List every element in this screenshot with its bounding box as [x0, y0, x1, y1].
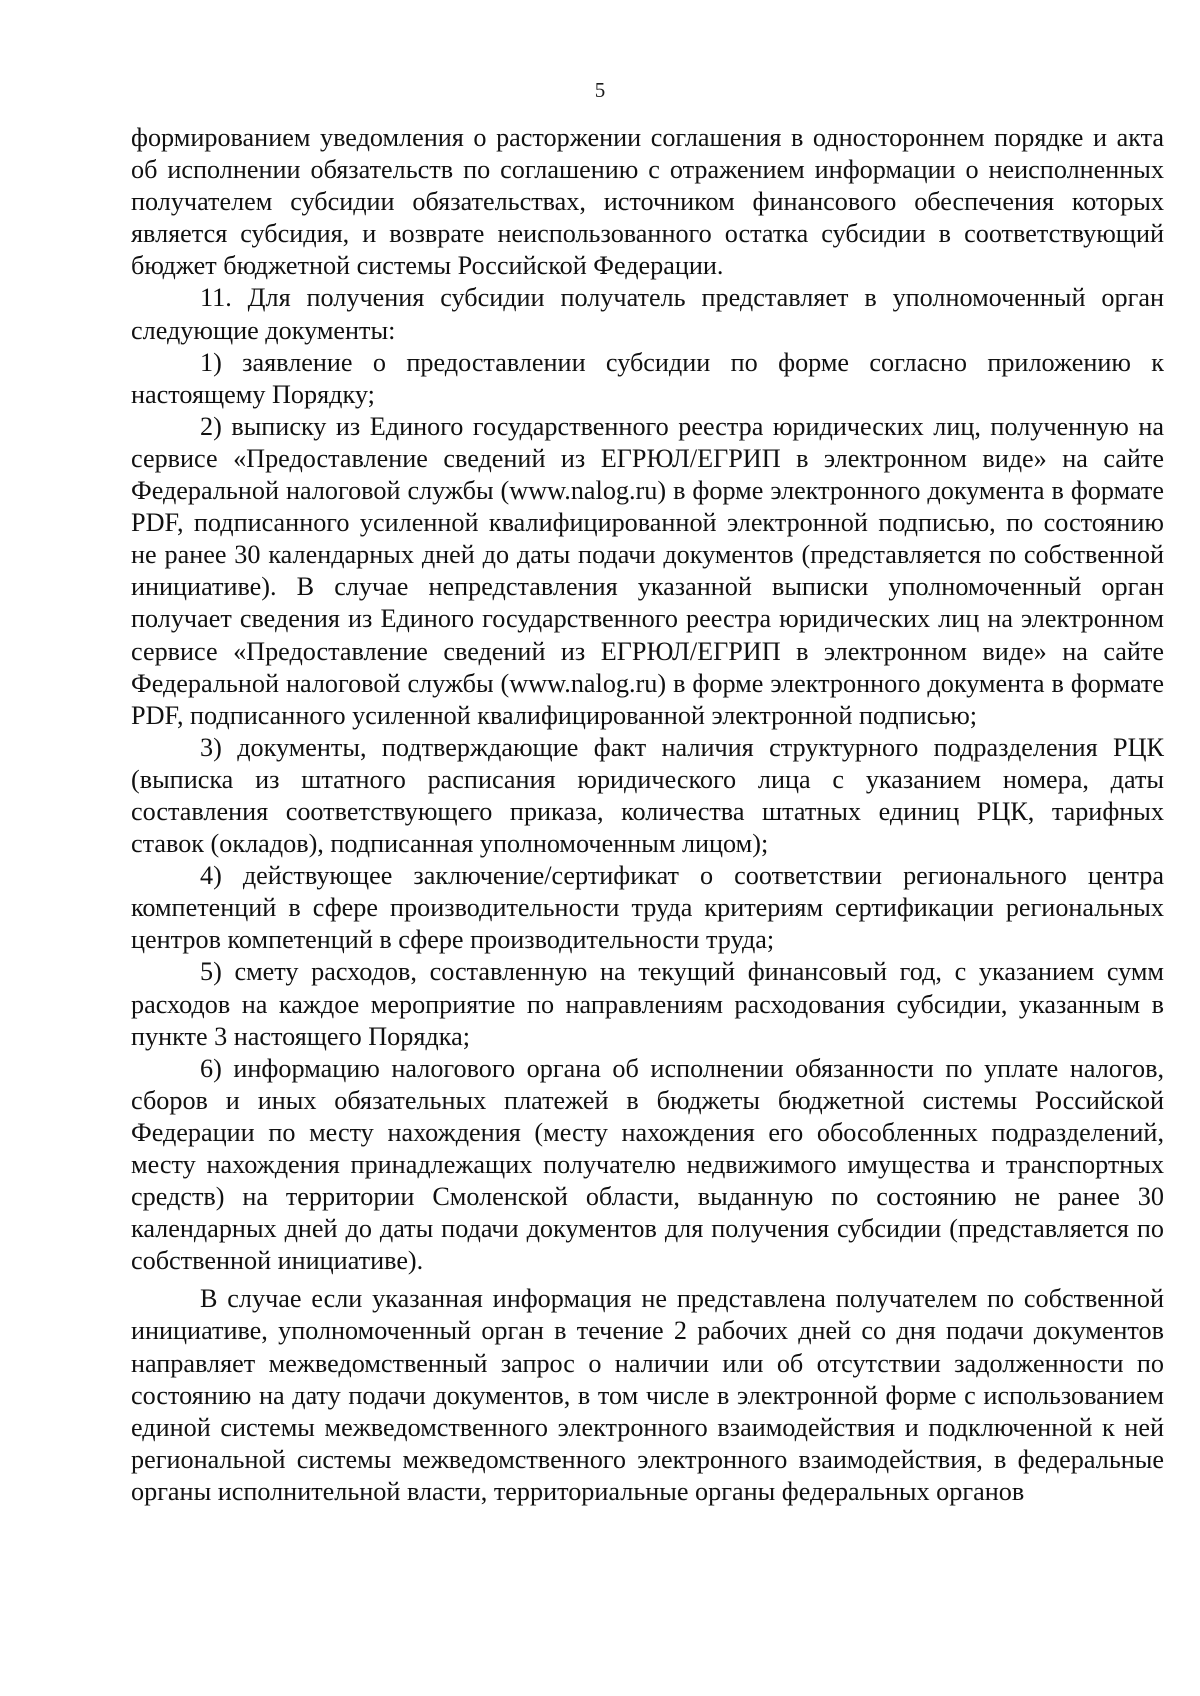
document-body [131, 122, 1164, 1508]
paragraph-subitem-3: 3) документы, подтверждающие факт наличия структурного подразделения РЦК (выписка из штатного расписания юридического лица с указанием номера, даты составления соответствующего приказа, количества штатных единиц РЦК, тарифных ставок (окладов), подписанная уполномоченным лицом); [131, 732, 1164, 859]
paragraph-interagency-request: В случае если указанная информация не представлена получателем по собственной инициативе, уполномоченный орган в течение 2 рабочих дней со дня подачи документов направляет межведомственный запрос о наличии или об отсутствии задолженности по состоянию на дату подачи документов, в том числе в электронной форме с использованием единой системы межведомственного электронного взаимодействия и подключенной к ней региональной системы межведомственного электронного взаимодействия, в федеральные органы исполнительной власти, территориальные органы федеральных органов [131, 1284, 1164, 1506]
paragraph-termination-notice: формированием уведомления о расторжении соглашения в одностороннем порядке и акта об исполнении обязательств по соглашению с отражением информации о неисполненных получателем субсидии обязательствах, источником финансового обеспечения которых является субсидия, и возврате неиспользованного остатка субсидии в соответствующий бюджет бюджетной системы Российской Федерации. [131, 123, 1164, 281]
paragraph-subitem-1: 1) заявление о предоставлении субсидии по форме согласно приложению к настоящему Порядку; [131, 347, 1164, 409]
page-number: 5 [594, 78, 606, 102]
paragraph-subitem-5: 5) смету расходов, составленную на текущий финансовый год, с указанием сумм расходов на каждое мероприятие по направлениям расходования субсидии, указанным в пункте 3 настоящего Порядка; [131, 957, 1164, 1051]
paragraph-subitem-2: 2) выписку из Единого государственного реестра юридических лиц, полученную на сервисе «Предоставление сведений из ЕГРЮЛ/ЕГРИП в электронном виде» на сайте Федеральной налоговой службы (www.nalog.ru) в форме электронного документа в формате PDF, подписанного усиленной квалифицированной электронной подписью, по состоянию не ранее 30 календарных дней до даты подачи документов (представляется по собственной инициативе). В случае непредставления указанной выписки уполномоченный орган получает сведения из Единого государственного реестра юридических лиц на электронном сервисе «Предоставление сведений из ЕГРЮЛ/ЕГРИП в электронном виде» на сайте Федеральной налоговой службы (www.nalog.ru) в форме электронного документа в формате PDF, подписанного усиленной квалифицированной электронной подписью; [131, 411, 1164, 730]
paragraph-subitem-4: 4) действующее заключение/сертификат о соответствии регионального центра компетенций в сфере производительности труда критериям сертификации региональных центров компетенций в сфере производительности труда; [131, 861, 1164, 955]
paragraph-subitem-6: 6) информацию налогового органа об исполнении обязанности по уплате налогов, сборов и иных обязательных платежей в бюджеты бюджетной системы Российской Федерации по месту нахождения (месту нахождения его обособленных подразделений, месту нахождения принадлежащих получателю недвижимого имущества и транспортных средств) на территории Смоленской области, выданную по состоянию не ранее 30 календарных дней до даты подачи документов для получения субсидии (представляется по собственной инициативе). [131, 1053, 1164, 1276]
paragraph-item-11: 11. Для получения субсидии получатель представляет в уполномоченный орган следующие документы: [131, 283, 1164, 345]
